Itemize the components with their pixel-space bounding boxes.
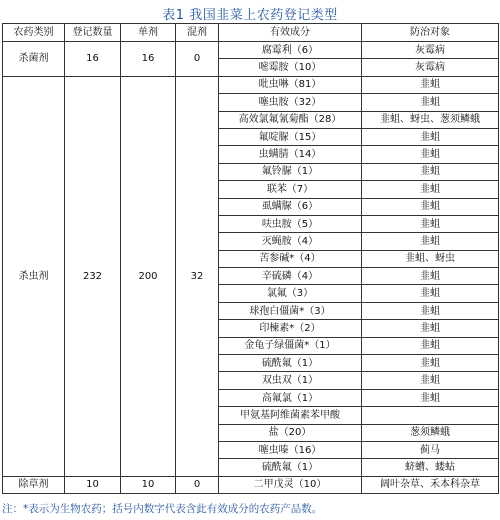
single-cell: 200 [121,76,176,476]
target-cell: 韭蛆 [362,76,499,93]
pesticide-registration-table [2,23,499,494]
table-row [3,476,499,493]
ingredient-cell: 噻虫嗪（16） [219,441,362,458]
table-row [3,42,499,59]
single-cell: 10 [121,476,176,493]
ingredient-cell: 灭蝇胺（4） [219,233,362,250]
ingredient-cell: 苦参碱*（4） [219,250,362,267]
ingredient-cell: 高氟氯（1） [219,389,362,406]
category-cell: 除草剂 [3,476,65,493]
target-cell: 韭蛆 [362,285,499,302]
footnote: 注：*表示为生物农药；括号内数字代表含此有效成分的农药产品数。 [2,503,323,515]
target-cell: 韭蛆 [362,302,499,319]
ingredient-cell: 腐霉利（6） [219,42,362,59]
target-cell: 韭蛆 [362,181,499,198]
target-cell: 葱须鳞蛾 [362,424,499,441]
target-cell: 韭蛆 [362,163,499,180]
header-target: 防治对象 [362,24,499,42]
category-cell: 杀菌剂 [3,42,65,77]
ingredient-cell: 吡虫啉（81） [219,76,362,93]
count-cell: 10 [65,476,121,493]
ingredient-cell: 硫酰氟（1） [219,355,362,372]
ingredient-cell: 呋虫胺（5） [219,215,362,232]
table-title: 表1 我国韭菜上农药登记类型 [162,8,338,23]
mixed-cell: 0 [176,476,219,493]
target-cell: 韭蛆 [362,372,499,389]
target-cell: 韭蛆、蚜虫 [362,250,499,267]
target-cell: 韭蛆 [362,320,499,337]
target-cell: 韭蛆 [362,233,499,250]
target-cell: 韭蛆 [362,389,499,406]
target-cell: 韭蛆 [362,128,499,145]
ingredient-cell: 噻虫胺（32） [219,94,362,111]
mixed-cell: 0 [176,42,219,77]
target-cell: 灰霉病 [362,59,499,76]
ingredient-cell: 氟铃脲（1） [219,163,362,180]
header-row [3,24,499,42]
target-cell: 韭蛆 [362,268,499,285]
ingredient-cell: 印楝素*（2） [219,320,362,337]
ingredient-cell: 高效氯氟氰菊酯（28） [219,111,362,128]
target-cell: 韭蛆 [362,337,499,354]
ingredient-cell: 嘧霉胺（10） [219,59,362,76]
target-cell [362,407,499,424]
target-cell: 韭蛆 [362,198,499,215]
ingredient-cell: 二甲戊灵（10） [219,476,362,493]
target-cell: 阔叶杂草、禾本科杂草 [362,476,499,493]
ingredient-cell: 甲氨基阿维菌素苯甲酸 [219,407,362,424]
header-category: 农药类别 [3,24,65,42]
ingredient-cell: 双虫双（1） [219,372,362,389]
ingredient-cell: 金龟子绿僵菌*（1） [219,337,362,354]
mixed-cell: 32 [176,76,219,476]
count-cell: 232 [65,76,121,476]
header-count: 登记数量 [65,24,121,42]
ingredient-cell: 联苯（7） [219,181,362,198]
target-cell: 韭蛆 [362,94,499,111]
ingredient-cell: 辛硫磷（4） [219,268,362,285]
ingredient-cell: 硫酰氟（1） [219,459,362,476]
count-cell: 16 [65,42,121,77]
target-cell: 韭蛆 [362,215,499,232]
header-single: 单剂 [121,24,176,42]
ingredient-cell: 盐（20） [219,424,362,441]
target-cell: 韭蛆 [362,355,499,372]
header-mixed: 混剂 [176,24,219,42]
target-cell: 灰霉病 [362,42,499,59]
ingredient-cell: 球孢白僵菌*（3） [219,302,362,319]
category-cell: 杀虫剂 [3,76,65,476]
target-cell: 蛴螬、蝼蛄 [362,459,499,476]
header-ingredient: 有效成分 [219,24,362,42]
ingredient-cell: 虱螨脲（6） [219,198,362,215]
ingredient-cell: 氯氟（3） [219,285,362,302]
ingredient-cell: 氟啶脲（15） [219,128,362,145]
single-cell: 16 [121,42,176,77]
target-cell: 韭蛆、蚜虫、葱须鳞蛾 [362,111,499,128]
target-cell: 蓟马 [362,441,499,458]
ingredient-cell: 虫螨腈（14） [219,146,362,163]
target-cell: 韭蛆 [362,146,499,163]
table-row [3,76,499,93]
